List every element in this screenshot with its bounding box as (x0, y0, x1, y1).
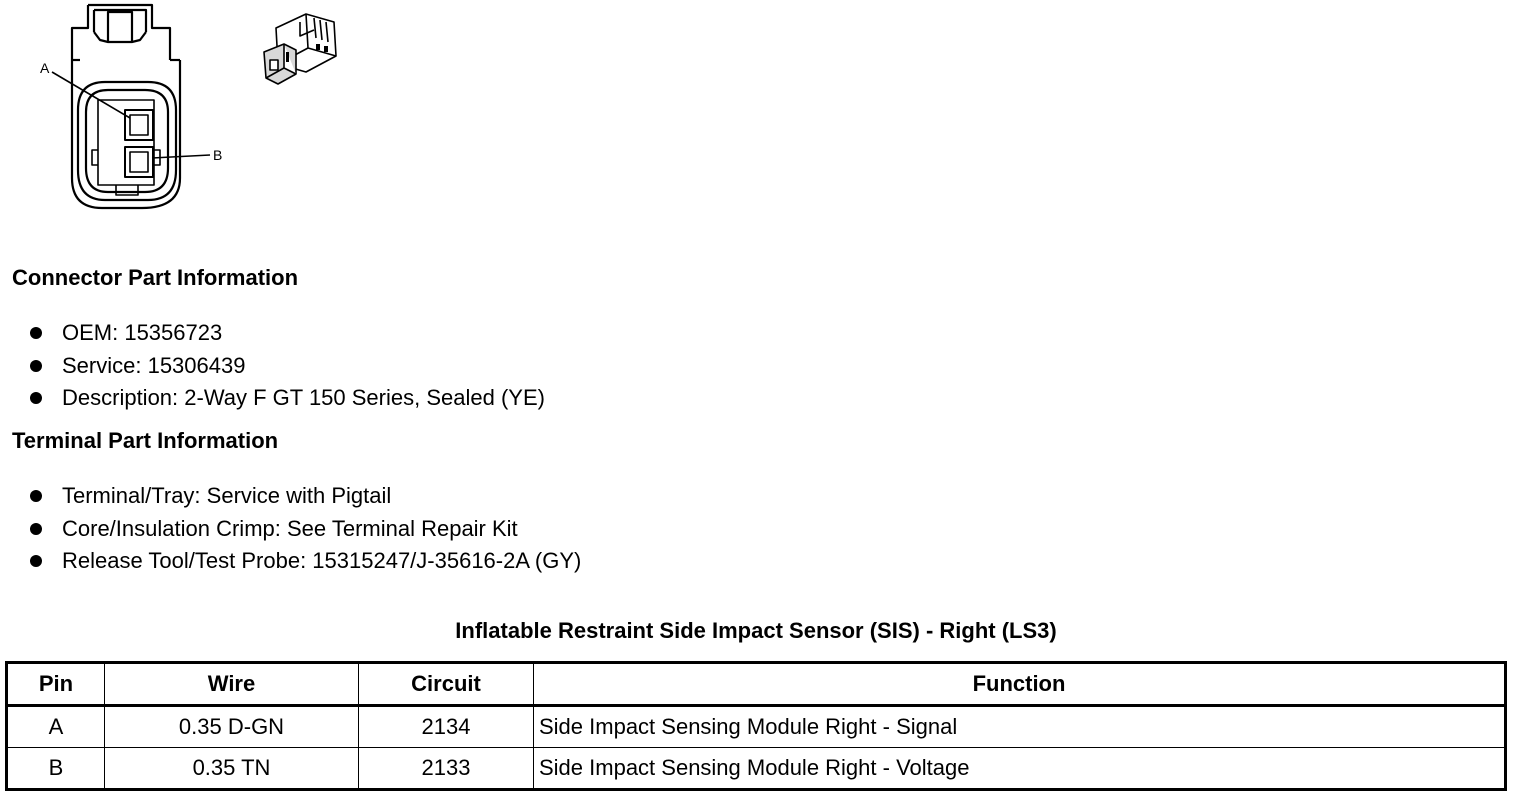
release-tool-test-probe: Release Tool/Test Probe: 15315247/J-35616-2A (GY) (62, 548, 582, 573)
terminal-tray: Terminal/Tray: Service with Pigtail (62, 483, 392, 508)
terminal-part-info-list (28, 481, 581, 579)
pin-table-title: Inflatable Restraint Side Impact Sensor (SIS) - Right (LS3) (455, 618, 1057, 643)
list-item (28, 481, 581, 514)
column-header-pin: Pin (7, 663, 105, 706)
table-row (7, 706, 1506, 748)
core-insulation-crimp: Core/Insulation Crimp: See Terminal Repair Kit (62, 515, 518, 541)
bullet-icon (30, 327, 42, 339)
pin-cell: A (7, 706, 105, 748)
connector-face-diagram (30, 0, 250, 225)
pin-b-label: B (213, 147, 223, 163)
service-part-number: Service: 15306439 (62, 352, 246, 378)
pin-table (5, 661, 1507, 791)
table-row (7, 748, 1506, 790)
connector-description: Description: 2-Way F GT 150 Series, Sealed (YE) (62, 385, 545, 410)
wire-cell: 0.35 D-GN (105, 706, 359, 748)
list-item (28, 351, 545, 384)
list-item (28, 546, 581, 579)
pin-a-label: A (40, 60, 50, 76)
function-cell: Side Impact Sensing Module Right - Voltage (534, 748, 1506, 790)
pin-cell: B (7, 748, 105, 790)
connector-thumbnail-image (256, 8, 346, 90)
circuit-cell: 2134 (359, 706, 534, 748)
column-header-circuit: Circuit (359, 663, 534, 706)
wire-cell: 0.35 TN (105, 748, 359, 790)
table-header-row (7, 663, 1506, 706)
column-header-wire: Wire (105, 663, 359, 706)
terminal-part-info-heading: Terminal Part Information (12, 428, 279, 453)
column-header-function: Function (534, 663, 1506, 706)
list-item (28, 318, 545, 351)
bullet-icon (30, 555, 42, 567)
connector-part-info-list (28, 318, 545, 416)
function-cell: Side Impact Sensing Module Right - Signal (534, 706, 1506, 748)
circuit-cell: 2133 (359, 748, 534, 790)
bullet-icon (30, 360, 42, 372)
oem-part-number: OEM: 15356723 (62, 320, 223, 345)
list-item (28, 514, 581, 547)
bullet-icon (30, 490, 42, 502)
bullet-icon (30, 392, 42, 404)
connector-part-info-heading: Connector Part Information (12, 265, 299, 290)
list-item (28, 383, 545, 416)
bullet-icon (30, 523, 42, 535)
